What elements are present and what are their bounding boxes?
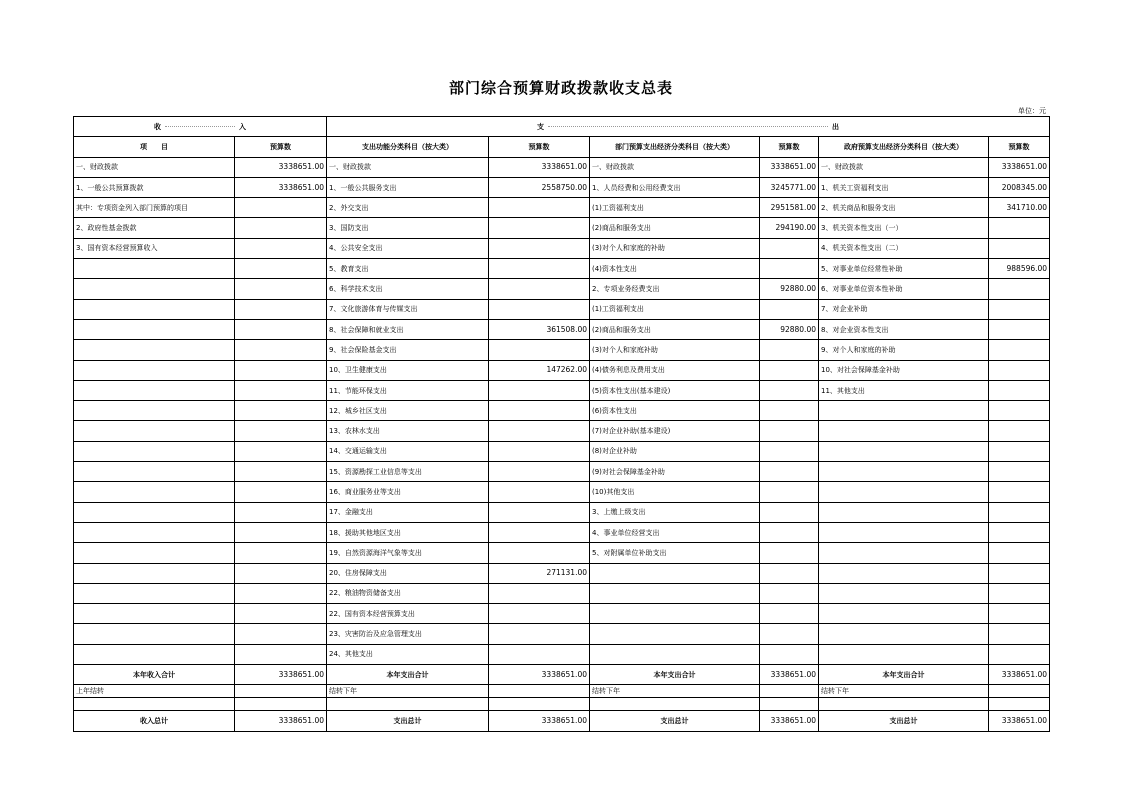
subject-cell — [590, 604, 760, 624]
total-value-cell: 3338651.00 — [235, 665, 327, 685]
subject-cell — [819, 502, 989, 522]
budget-cell — [760, 604, 819, 624]
budget-cell — [235, 340, 327, 360]
subject-cell — [74, 604, 235, 624]
empty-cell — [327, 698, 489, 711]
subject-cell — [74, 441, 235, 461]
total-label-cell: 本年支出合计 — [327, 665, 489, 685]
subject-cell: (1)工资福利支出 — [590, 198, 760, 218]
subject-cell: 22、粮油物资储备支出 — [327, 583, 489, 603]
page-title: 部门综合预算财政拨款收支总表 — [448, 79, 673, 97]
subject-cell: (3)对个人和家庭补助 — [590, 340, 760, 360]
budget-cell — [489, 340, 590, 360]
budget-cell — [989, 563, 1050, 583]
budget-cell — [989, 319, 1050, 339]
subject-cell: 一、财政拨款 — [327, 157, 489, 177]
carry-over-row — [74, 685, 1050, 698]
subject-cell — [819, 421, 989, 441]
budget-cell: 3338651.00 — [760, 157, 819, 177]
subject-cell: 1、人员经费和公用经费支出 — [590, 177, 760, 197]
col-header-budget3: 预算数 — [760, 137, 819, 157]
budget-cell — [489, 583, 590, 603]
subject-cell: (8)对企业补助 — [590, 441, 760, 461]
budget-cell: 2951581.00 — [760, 198, 819, 218]
subject-cell: 10、对社会保障基金补助 — [819, 360, 989, 380]
budget-cell: 2558750.00 — [489, 177, 590, 197]
table-row — [74, 279, 1050, 299]
budget-cell — [989, 279, 1050, 299]
budget-cell — [760, 259, 819, 279]
budget-cell — [760, 543, 819, 563]
empty-cell — [989, 698, 1050, 711]
budget-cell — [989, 583, 1050, 603]
total-value-cell: 3338651.00 — [989, 711, 1050, 731]
subject-cell: (4)债务利息及费用支出 — [590, 360, 760, 380]
subject-cell — [74, 421, 235, 441]
budget-cell — [989, 522, 1050, 542]
col-header-item: 项 目 — [74, 137, 235, 157]
budget-cell — [489, 238, 590, 258]
total-label-cell: 本年收入合计 — [74, 665, 235, 685]
subject-cell: 3、国有资本经营预算收入 — [74, 238, 235, 258]
table-row — [74, 502, 1050, 522]
subject-cell — [819, 644, 989, 664]
subject-cell — [74, 644, 235, 664]
year-total-row — [74, 665, 1050, 685]
subject-cell: (10)其他支出 — [590, 482, 760, 502]
budget-cell — [989, 502, 1050, 522]
total-label-cell: 支出总计 — [327, 711, 489, 731]
subject-cell: 一、财政拨款 — [74, 157, 235, 177]
budget-cell — [760, 462, 819, 482]
empty-cell — [819, 698, 989, 711]
total-value-cell: 3338651.00 — [235, 711, 327, 731]
subject-cell — [819, 543, 989, 563]
table-row — [74, 380, 1050, 400]
table-row — [74, 421, 1050, 441]
subject-cell: 5、教育支出 — [327, 259, 489, 279]
subject-cell: 8、社会保障和就业支出 — [327, 319, 489, 339]
table-row — [74, 624, 1050, 644]
subject-cell: 2、机关商品和服务支出 — [819, 198, 989, 218]
subject-cell: 17、金融支出 — [327, 502, 489, 522]
subject-cell: 16、商业服务业等支出 — [327, 482, 489, 502]
subject-cell: (6)资本性支出 — [590, 401, 760, 421]
subject-cell — [74, 563, 235, 583]
empty-cell — [74, 698, 235, 711]
budget-cell — [760, 380, 819, 400]
subject-cell: 11、节能环保支出 — [327, 380, 489, 400]
budget-cell — [235, 319, 327, 339]
budget-cell — [235, 380, 327, 400]
total-value-cell: 3338651.00 — [489, 665, 590, 685]
budget-cell — [235, 644, 327, 664]
budget-cell — [989, 380, 1050, 400]
subject-cell — [74, 360, 235, 380]
budget-cell — [989, 441, 1050, 461]
budget-summary-table — [73, 116, 1050, 732]
budget-cell — [489, 644, 590, 664]
subject-cell — [590, 624, 760, 644]
budget-cell: 92880.00 — [760, 279, 819, 299]
header-dots — [165, 126, 235, 127]
expense-header-b: 出 — [832, 122, 840, 131]
budget-cell — [489, 218, 590, 238]
subject-cell — [74, 522, 235, 542]
empty-cell — [235, 698, 327, 711]
subject-cell: 18、援助其他地区支出 — [327, 522, 489, 542]
subject-cell: 8、对企业资本性支出 — [819, 319, 989, 339]
subject-cell — [74, 299, 235, 319]
budget-cell — [489, 299, 590, 319]
subject-cell: 6、对事业单位资本性补助 — [819, 279, 989, 299]
budget-cell — [489, 441, 590, 461]
expense-header-a: 支 — [537, 122, 545, 131]
budget-cell: 2008345.00 — [989, 177, 1050, 197]
table-row — [74, 198, 1050, 218]
subject-cell — [74, 543, 235, 563]
budget-cell — [760, 421, 819, 441]
subject-cell: 4、机关资本性支出（二） — [819, 238, 989, 258]
subject-cell: 10、卫生健康支出 — [327, 360, 489, 380]
subject-cell — [819, 624, 989, 644]
budget-cell — [489, 482, 590, 502]
budget-cell — [489, 421, 590, 441]
total-value-cell — [235, 685, 327, 698]
budget-cell: 3338651.00 — [235, 157, 327, 177]
subject-cell: 1、一般公共服务支出 — [327, 177, 489, 197]
subject-cell: (2)商品和服务支出 — [590, 218, 760, 238]
budget-cell — [235, 441, 327, 461]
subject-cell — [590, 583, 760, 603]
table-row — [74, 543, 1050, 563]
subject-cell: 6、科学技术支出 — [327, 279, 489, 299]
budget-cell — [489, 502, 590, 522]
table-row — [74, 522, 1050, 542]
budget-cell — [760, 299, 819, 319]
budget-cell — [235, 583, 327, 603]
table-row — [74, 583, 1050, 603]
budget-cell — [235, 259, 327, 279]
budget-cell — [989, 218, 1050, 238]
subject-cell: 2、专项业务经费支出 — [590, 279, 760, 299]
total-label-cell: 本年支出合计 — [819, 665, 989, 685]
subject-cell: 3、上缴上级支出 — [590, 502, 760, 522]
col-header-budget1: 预算数 — [235, 137, 327, 157]
budget-cell — [989, 421, 1050, 441]
subject-cell: 19、自然资源海洋气象等支出 — [327, 543, 489, 563]
income-header-b: 入 — [239, 122, 246, 131]
subject-cell: (7)对企业补助(基本建设) — [590, 421, 760, 441]
spacer-row — [74, 698, 1050, 711]
budget-cell — [989, 462, 1050, 482]
expense-group-header — [327, 117, 1050, 137]
budget-cell — [760, 624, 819, 644]
subject-cell — [74, 319, 235, 339]
subject-cell: 2、外交支出 — [327, 198, 489, 218]
budget-cell — [989, 340, 1050, 360]
subject-cell — [74, 340, 235, 360]
budget-cell — [489, 198, 590, 218]
subject-cell — [819, 401, 989, 421]
budget-cell — [489, 259, 590, 279]
subject-cell: (9)对社会保障基金补助 — [590, 462, 760, 482]
table-row — [74, 482, 1050, 502]
budget-cell: 341710.00 — [989, 198, 1050, 218]
budget-cell — [235, 624, 327, 644]
subject-cell — [74, 624, 235, 644]
budget-cell — [489, 380, 590, 400]
table-row — [74, 604, 1050, 624]
budget-cell: 271131.00 — [489, 563, 590, 583]
budget-cell: 147262.00 — [489, 360, 590, 380]
total-label-cell: 结转下年 — [590, 685, 760, 698]
table-row — [74, 299, 1050, 319]
total-value-cell — [489, 685, 590, 698]
col-header-func-subject: 支出功能分类科目（按大类） — [327, 137, 489, 157]
subject-cell: 2、政府性基金拨款 — [74, 218, 235, 238]
table-row — [74, 259, 1050, 279]
subject-cell: 24、其他支出 — [327, 644, 489, 664]
table-row — [74, 401, 1050, 421]
budget-cell: 361508.00 — [489, 319, 590, 339]
empty-cell — [590, 698, 760, 711]
table-row — [74, 319, 1050, 339]
subject-cell: 1、机关工资福利支出 — [819, 177, 989, 197]
total-value-cell: 3338651.00 — [989, 665, 1050, 685]
subject-cell: 1、一般公共预算拨款 — [74, 177, 235, 197]
table-row — [74, 340, 1050, 360]
total-value-cell: 3338651.00 — [760, 711, 819, 731]
subject-cell: 4、事业单位经营支出 — [590, 522, 760, 542]
subject-cell — [74, 502, 235, 522]
subject-cell — [819, 563, 989, 583]
table-row — [74, 462, 1050, 482]
col-header-budget4: 预算数 — [989, 137, 1050, 157]
subject-cell — [590, 563, 760, 583]
subject-cell: (3)对个人和家庭的补助 — [590, 238, 760, 258]
total-value-cell — [760, 685, 819, 698]
budget-cell — [760, 644, 819, 664]
budget-cell — [489, 279, 590, 299]
budget-cell: 3338651.00 — [489, 157, 590, 177]
subject-cell: 23、灾害防治及应急管理支出 — [327, 624, 489, 644]
budget-cell — [489, 401, 590, 421]
budget-cell — [235, 421, 327, 441]
budget-cell — [989, 543, 1050, 563]
empty-cell — [760, 698, 819, 711]
subject-cell — [819, 482, 989, 502]
budget-cell — [760, 360, 819, 380]
subject-cell: 3、国防支出 — [327, 218, 489, 238]
header-dots — [548, 126, 828, 127]
total-label-cell: 结转下年 — [819, 685, 989, 698]
subject-cell: (1)工资福利支出 — [590, 299, 760, 319]
budget-cell — [760, 563, 819, 583]
subject-cell — [74, 482, 235, 502]
col-header-gov-econ-subject: 政府预算支出经济分类科目（按大类） — [819, 137, 989, 157]
budget-cell — [489, 543, 590, 563]
table-row — [74, 563, 1050, 583]
total-value-cell: 3338651.00 — [760, 665, 819, 685]
total-label-cell: 结转下年 — [327, 685, 489, 698]
budget-cell — [989, 360, 1050, 380]
total-label-cell: 支出总计 — [819, 711, 989, 731]
subject-cell — [819, 462, 989, 482]
subject-cell: 3、机关资本性支出（一） — [819, 218, 989, 238]
budget-cell — [989, 624, 1050, 644]
budget-cell — [235, 522, 327, 542]
budget-cell — [989, 401, 1050, 421]
budget-cell — [235, 502, 327, 522]
budget-cell — [760, 583, 819, 603]
subject-cell: 5、对附属单位补助支出 — [590, 543, 760, 563]
budget-cell — [760, 401, 819, 421]
budget-cell — [489, 522, 590, 542]
budget-cell — [235, 238, 327, 258]
subject-cell: 9、对个人和家庭的补助 — [819, 340, 989, 360]
budget-cell — [489, 624, 590, 644]
budget-cell — [489, 604, 590, 624]
subject-cell: 14、交通运输支出 — [327, 441, 489, 461]
unit-label: 单位：元 — [1018, 107, 1046, 115]
subject-cell: 一、财政拨款 — [590, 157, 760, 177]
subject-cell — [819, 604, 989, 624]
budget-cell — [235, 543, 327, 563]
subject-cell: (2)商品和服务支出 — [590, 319, 760, 339]
budget-cell — [235, 563, 327, 583]
budget-cell — [989, 604, 1050, 624]
subject-cell: 9、社会保险基金支出 — [327, 340, 489, 360]
subject-cell — [74, 583, 235, 603]
budget-cell — [760, 522, 819, 542]
subject-cell: 12、城乡社区支出 — [327, 401, 489, 421]
budget-cell — [489, 462, 590, 482]
budget-cell — [235, 604, 327, 624]
subject-cell — [819, 441, 989, 461]
subject-cell: 5、对事业单位经常性补助 — [819, 259, 989, 279]
total-label-cell: 上年结转 — [74, 685, 235, 698]
subject-cell — [74, 462, 235, 482]
table-row — [74, 644, 1050, 664]
subject-cell — [819, 522, 989, 542]
subject-cell — [74, 279, 235, 299]
subject-cell: 15、资源勘探工业信息等支出 — [327, 462, 489, 482]
budget-cell: 3245771.00 — [760, 177, 819, 197]
subject-cell: 7、文化旅游体育与传媒支出 — [327, 299, 489, 319]
budget-cell — [989, 299, 1050, 319]
income-group-header — [74, 117, 327, 137]
budget-cell — [235, 198, 327, 218]
budget-cell — [235, 218, 327, 238]
budget-cell: 92880.00 — [760, 319, 819, 339]
subject-cell: (5)资本性支出(基本建设) — [590, 380, 760, 400]
col-header-dept-econ-subject: 部门预算支出经济分类科目（按大类） — [590, 137, 760, 157]
subject-cell — [74, 259, 235, 279]
total-value-cell — [989, 685, 1050, 698]
budget-cell: 3338651.00 — [989, 157, 1050, 177]
budget-cell — [989, 482, 1050, 502]
budget-cell: 294190.00 — [760, 218, 819, 238]
total-label-cell: 支出总计 — [590, 711, 760, 731]
budget-cell: 988596.00 — [989, 259, 1050, 279]
table-row — [74, 441, 1050, 461]
budget-cell — [235, 299, 327, 319]
total-label-cell: 本年支出合计 — [590, 665, 760, 685]
budget-cell — [235, 360, 327, 380]
budget-cell — [760, 340, 819, 360]
subject-cell: 一、财政拨款 — [819, 157, 989, 177]
subject-cell: 11、其他支出 — [819, 380, 989, 400]
subject-cell: 7、对企业补助 — [819, 299, 989, 319]
table-row — [74, 360, 1050, 380]
subject-cell — [74, 401, 235, 421]
budget-cell: 3338651.00 — [235, 177, 327, 197]
table-row — [74, 218, 1050, 238]
budget-cell — [235, 401, 327, 421]
subject-cell: 13、农林水支出 — [327, 421, 489, 441]
budget-cell — [760, 502, 819, 522]
table-row — [74, 238, 1050, 258]
subject-cell — [819, 583, 989, 603]
table-row — [74, 157, 1050, 177]
subject-cell: 其中：专项资金列入部门预算的项目 — [74, 198, 235, 218]
budget-cell — [760, 238, 819, 258]
budget-cell — [235, 482, 327, 502]
subject-cell: 20、住房保障支出 — [327, 563, 489, 583]
grand-total-row — [74, 711, 1050, 731]
table-row — [74, 177, 1050, 197]
subject-cell: 4、公共安全支出 — [327, 238, 489, 258]
subject-cell: (4)资本性支出 — [590, 259, 760, 279]
col-header-budget2: 预算数 — [489, 137, 590, 157]
budget-cell — [235, 462, 327, 482]
total-label-cell: 收入总计 — [74, 711, 235, 731]
budget-cell — [989, 644, 1050, 664]
budget-cell — [760, 441, 819, 461]
subject-cell — [590, 644, 760, 664]
income-header-a: 收 — [154, 122, 161, 131]
subject-cell — [74, 380, 235, 400]
budget-cell — [989, 238, 1050, 258]
subject-cell: 22、国有资本经营预算支出 — [327, 604, 489, 624]
total-value-cell: 3338651.00 — [489, 711, 590, 731]
empty-cell — [489, 698, 590, 711]
budget-cell — [760, 482, 819, 502]
budget-cell — [235, 279, 327, 299]
